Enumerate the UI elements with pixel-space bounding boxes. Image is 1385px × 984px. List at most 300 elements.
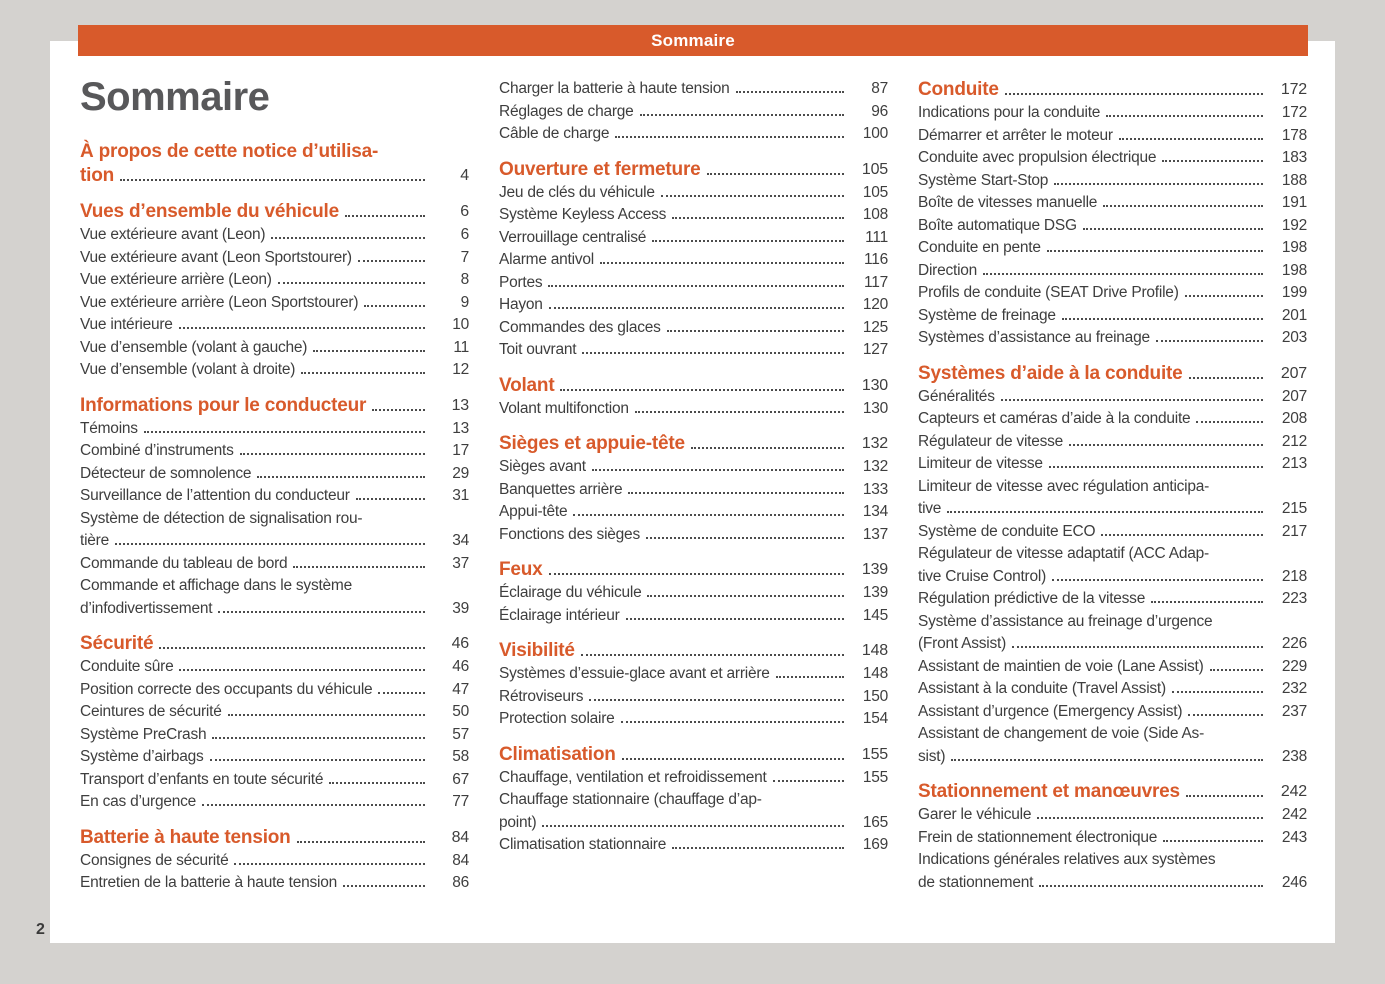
toc-page-number: 57 <box>452 725 469 743</box>
toc-entry <box>80 656 469 679</box>
dot-leader <box>652 227 844 242</box>
toc-entry <box>80 224 469 247</box>
dot-leader <box>372 394 425 411</box>
dot-leader <box>120 164 425 181</box>
toc-entry-label: Protection solaire <box>499 710 615 727</box>
toc-entry <box>918 611 1307 634</box>
toc-entry-label: Vue intérieure <box>80 316 173 333</box>
toc-entry <box>918 431 1307 454</box>
dot-leader <box>647 582 844 597</box>
dot-leader <box>691 432 844 449</box>
toc-entry <box>918 125 1307 148</box>
dot-leader <box>549 558 844 575</box>
toc-entry <box>80 553 469 576</box>
toc-page-number: 130 <box>861 376 888 394</box>
toc-entry <box>80 872 469 895</box>
toc-entry <box>80 508 469 531</box>
toc-page-number: 96 <box>871 102 888 120</box>
toc-entry-label: Banquettes arrière <box>499 480 623 498</box>
toc-entry-label: point) <box>499 813 537 831</box>
dot-leader <box>1162 147 1263 162</box>
toc-page-number: 4 <box>460 167 469 184</box>
toc-entry <box>80 418 469 441</box>
toc-entry <box>918 327 1307 350</box>
toc-entry <box>499 123 888 146</box>
toc-section-heading-label: Visibilité <box>499 640 575 661</box>
toc-page-number: 191 <box>1281 194 1307 211</box>
toc-page-number: 6 <box>460 203 469 220</box>
toc-entry <box>499 767 888 790</box>
dot-leader <box>1062 305 1263 320</box>
toc-entry <box>918 260 1307 283</box>
toc-entry-label: Système d’airbags <box>80 748 204 765</box>
dot-leader <box>560 374 844 391</box>
toc-entry-continuation <box>80 598 469 621</box>
toc-entry <box>499 686 888 709</box>
toc-entry-label: Entretien de la batterie à haute tension <box>80 874 337 891</box>
dot-leader <box>240 440 425 455</box>
toc-page-number: 31 <box>452 487 469 504</box>
toc-entry-label: Indications pour la conduite <box>918 104 1101 121</box>
toc-entry-label: Conduite avec propulsion électrique <box>918 149 1157 166</box>
toc-page-number: 215 <box>1281 500 1307 517</box>
toc-entry <box>499 501 888 524</box>
toc-entry <box>499 398 888 421</box>
toc-entry-label: Commande du tableau de bord <box>80 554 288 572</box>
dot-leader <box>983 260 1263 275</box>
toc-entry <box>918 305 1307 328</box>
toc-entry <box>80 724 469 747</box>
toc-entry <box>80 359 469 382</box>
toc-page-number: 207 <box>1280 364 1307 382</box>
toc-page-number: 207 <box>1281 387 1307 405</box>
dot-leader <box>1005 78 1263 95</box>
toc-entry-label: Surveillance de l’attention du conducteur <box>80 487 350 504</box>
toc-entry-label: Démarrer et arrêter le moteur <box>918 126 1113 144</box>
dot-leader <box>628 479 844 494</box>
toc-entry <box>499 456 888 479</box>
toc-page-number: 172 <box>1280 81 1307 98</box>
toc-entry-label: Câble de charge <box>499 125 610 142</box>
toc-page-number: 132 <box>861 435 888 452</box>
toc-entry-label: Vue extérieure arrière (Leon Sportstourer) <box>80 293 359 311</box>
toc-entry <box>918 723 1307 746</box>
toc-section-heading <box>918 78 1307 102</box>
toc-entry <box>499 182 888 205</box>
toc-entry-label: Vue d’ensemble (volant à droite) <box>80 361 296 378</box>
toc-entry-label: Boîte automatique DSG <box>918 216 1077 234</box>
toc-entry-label: Indications générales relatives aux systèmes <box>918 851 1216 868</box>
dot-leader <box>1186 780 1263 797</box>
toc-entry <box>499 663 888 686</box>
dot-leader <box>1039 872 1263 887</box>
dot-leader <box>313 337 425 352</box>
toc-entry-label: Système de freinage <box>918 306 1056 324</box>
toc-columns <box>80 75 1307 895</box>
toc-page-number: 117 <box>863 273 888 291</box>
dot-leader <box>635 398 844 413</box>
toc-page-number: 145 <box>862 606 888 624</box>
toc-entry <box>918 521 1307 544</box>
toc-entry-label: Système d’assistance au freinage d’urgence <box>918 612 1213 630</box>
toc-page-number: 148 <box>862 665 888 682</box>
toc-page-number: 208 <box>1281 410 1307 427</box>
toc-entry-label: Régulateur de vitesse adaptatif (ACC Adap- <box>918 545 1209 562</box>
toc-entry-label: Assistant de maintien de voie (Lane Assist) <box>918 657 1204 675</box>
toc-page-number: 246 <box>1281 873 1307 891</box>
toc-section-heading-label: Vues d’ensemble du véhicule <box>80 201 339 222</box>
dot-leader <box>615 123 844 138</box>
dot-leader <box>672 834 844 849</box>
toc-page-number: 237 <box>1281 702 1307 720</box>
dot-leader <box>144 418 425 433</box>
toc-entry-label: Climatisation stationnaire <box>499 836 667 853</box>
dot-leader <box>1172 678 1263 693</box>
toc-page-number: 108 <box>862 206 888 223</box>
toc-page-number: 223 <box>1281 590 1307 607</box>
toc-entry-label: Système Start-Stop <box>918 171 1049 189</box>
toc-page-number: 34 <box>452 532 469 549</box>
dot-leader <box>159 632 425 649</box>
toc-entry-label: Chauffage, ventilation et refroidissement <box>499 768 767 786</box>
toc-entry <box>918 849 1307 872</box>
toc-entry <box>499 708 888 731</box>
toc-entry <box>918 192 1307 215</box>
toc-page-number: 199 <box>1281 284 1307 301</box>
toc-entry <box>499 834 888 857</box>
toc-page-number: 86 <box>452 874 469 891</box>
toc-entry-label: Éclairage du véhicule <box>499 584 642 601</box>
toc-entry <box>918 237 1307 260</box>
toc-entry <box>499 227 888 250</box>
toc-page-number: 47 <box>452 680 469 698</box>
toc-section-heading-label: Feux <box>499 559 543 580</box>
toc-section-heading <box>499 743 888 767</box>
toc-column-1 <box>80 75 469 895</box>
toc-entry <box>80 791 469 814</box>
toc-entry-label: tive Cruise Control) <box>918 567 1047 585</box>
toc-page-number: 100 <box>862 125 888 142</box>
dot-leader <box>278 269 425 284</box>
dot-leader <box>581 639 844 656</box>
dot-leader <box>548 272 844 287</box>
footer-page-number: 2 <box>36 921 45 938</box>
toc-entry <box>918 476 1307 499</box>
toc-section-heading-label: Systèmes d’aide à la conduite <box>918 362 1183 384</box>
dot-leader <box>622 743 844 760</box>
toc-entry-label: Régulateur de vitesse <box>918 432 1064 450</box>
toc-page-number: 17 <box>452 442 469 459</box>
toc-entry <box>918 453 1307 476</box>
toc-entry-label: Assistant de changement de voie (Side As- <box>918 725 1204 742</box>
toc-page-number: 127 <box>862 341 888 358</box>
dot-leader <box>1101 521 1263 536</box>
toc-page-number: 46 <box>451 635 469 652</box>
header-bar <box>78 25 1308 56</box>
toc-entry-label: Système de conduite ECO <box>918 522 1096 540</box>
dot-leader <box>549 294 844 309</box>
toc-page-number: 46 <box>452 658 469 675</box>
toc-entry-label: Transport d’enfants en toute sécurité <box>80 770 324 788</box>
toc-entry <box>918 701 1307 724</box>
toc-page-number: 226 <box>1281 635 1307 652</box>
toc-entry-label: En cas d’urgence <box>80 793 197 810</box>
dot-leader <box>329 769 425 784</box>
toc-entry-label: Éclairage intérieur <box>499 606 620 624</box>
dot-leader <box>202 791 425 806</box>
dot-leader <box>210 746 425 761</box>
toc-page-number: 165 <box>862 813 888 831</box>
dot-leader <box>1106 102 1263 117</box>
dot-leader <box>1119 125 1263 140</box>
dot-leader <box>1054 170 1263 185</box>
dot-leader <box>1188 701 1263 716</box>
toc-page-number: 29 <box>452 464 469 482</box>
toc-entry-label: tive <box>918 500 942 517</box>
dot-leader <box>646 524 844 539</box>
dot-leader <box>1196 408 1263 423</box>
toc-entry <box>499 78 888 101</box>
dot-leader <box>1052 566 1263 581</box>
toc-page-number: 242 <box>1280 783 1307 800</box>
toc-entry-label: Système PreCrash <box>80 725 207 743</box>
toc-section-heading-continuation <box>80 164 469 188</box>
dot-leader <box>228 701 425 716</box>
dot-leader <box>293 553 425 568</box>
toc-page-number: 37 <box>452 554 469 572</box>
toc-entry <box>918 678 1307 701</box>
toc-entry-label: Assistant d’urgence (Emergency Assist) <box>918 702 1183 720</box>
toc-entry-label: Système Keyless Access <box>499 206 667 223</box>
toc-entry-label: de stationnement <box>918 873 1034 891</box>
toc-page-number: 134 <box>862 503 888 520</box>
toc-page-number: 192 <box>1281 216 1307 234</box>
toc-page-number: 238 <box>1281 747 1307 765</box>
toc-entry-label: Commandes des glaces <box>499 318 661 336</box>
dot-leader <box>707 158 844 175</box>
toc-page-number: 150 <box>862 687 888 705</box>
dot-leader <box>1037 804 1263 819</box>
toc-section-heading <box>499 158 888 182</box>
toc-entry-label: Capteurs et caméras d’aide à la conduite <box>918 410 1191 427</box>
dot-leader <box>1049 453 1263 468</box>
toc-entry <box>499 249 888 272</box>
toc-entry-label: Limiteur de vitesse avec régulation anticipa- <box>918 477 1210 495</box>
dot-leader <box>776 663 844 678</box>
toc-page-number: 133 <box>862 480 888 498</box>
toc-entry <box>80 269 469 292</box>
dot-leader <box>621 708 844 723</box>
toc-page-number: 84 <box>452 851 469 869</box>
toc-entry-label: Systèmes d’assistance au freinage <box>918 329 1150 346</box>
toc-entry-label: Consignes de sécurité <box>80 851 229 869</box>
toc-entry-label: Assistant à la conduite (Travel Assist) <box>918 680 1166 697</box>
toc-entry-label: Chauffage stationnaire (chauffage d’ap- <box>499 791 762 808</box>
toc-entry-label: Vue d’ensemble (volant à gauche) <box>80 338 308 356</box>
toc-entry-label: Ceintures de sécurité <box>80 703 222 720</box>
toc-page-number: 154 <box>862 710 888 727</box>
toc-entry-label: Généralités <box>918 387 995 405</box>
toc-entry <box>499 317 888 340</box>
toc-entry-label: Boîte de vitesses manuelle <box>918 194 1098 211</box>
toc-entry-continuation <box>499 812 888 835</box>
dot-leader <box>573 501 844 516</box>
toc-entry-label: Direction <box>918 261 978 279</box>
toc-column-3 <box>918 78 1307 895</box>
toc-entry <box>80 850 469 873</box>
toc-page-number: 10 <box>452 316 469 333</box>
toc-entry <box>918 386 1307 409</box>
toc-entry-label: Vue extérieure avant (Leon) <box>80 226 266 243</box>
dot-leader <box>179 656 425 671</box>
toc-section-heading-label: Climatisation <box>499 743 616 765</box>
toc-entry <box>80 440 469 463</box>
toc-entry <box>499 101 888 124</box>
toc-entry-label: Alarme antivol <box>499 251 594 268</box>
toc-entry-continuation <box>80 530 469 553</box>
dot-leader <box>600 249 844 264</box>
toc-entry-label: Frein de stationnement électronique <box>918 828 1158 846</box>
toc-page-number: 50 <box>452 703 469 720</box>
dot-leader <box>378 679 425 694</box>
toc-entry-label: Appui-tête <box>499 503 568 520</box>
dot-leader <box>234 850 425 865</box>
dot-leader <box>582 339 844 354</box>
toc-page-number: 58 <box>452 748 469 765</box>
dot-leader <box>115 530 425 545</box>
toc-entry-label: Verrouillage centralisé <box>499 228 647 246</box>
toc-entry <box>918 588 1307 611</box>
toc-page-number: 198 <box>1281 239 1307 256</box>
toc-entry-label: Toit ouvrant <box>499 341 577 358</box>
toc-section-heading <box>80 140 469 164</box>
toc-entry-label: d’infodivertissement <box>80 599 213 617</box>
dot-leader <box>626 605 844 620</box>
toc-section-heading-label: Ouverture et fermeture <box>499 158 701 180</box>
toc-section-heading-label: Batterie à haute tension <box>80 826 291 848</box>
dot-leader <box>542 812 844 827</box>
header-bar-title: Sommaire <box>651 30 735 50</box>
toc-entry <box>80 769 469 792</box>
toc-entry <box>918 147 1307 170</box>
toc-page-number: 169 <box>862 836 888 853</box>
toc-entry-label: Combiné d’instruments <box>80 442 234 459</box>
toc-page-number: 7 <box>460 248 469 266</box>
toc-page-number: 13 <box>452 419 469 437</box>
toc-entry-label: Hayon <box>499 296 543 313</box>
dot-leader <box>736 78 844 93</box>
toc-section-heading <box>499 558 888 582</box>
dot-leader <box>218 598 425 613</box>
toc-section-heading <box>499 639 888 663</box>
toc-section-heading <box>80 394 469 418</box>
toc-entry-label: Réglages de charge <box>499 102 634 120</box>
toc-page-number: 148 <box>861 642 888 659</box>
toc-page-number: 203 <box>1281 329 1307 346</box>
toc-section-heading-label: Sécurité <box>80 633 154 654</box>
toc-section-heading <box>499 374 888 398</box>
toc-column-2 <box>499 78 888 895</box>
toc-page-number: 39 <box>452 599 469 617</box>
toc-page-number: 130 <box>862 399 888 417</box>
toc-entry <box>499 582 888 605</box>
dot-leader <box>297 826 425 843</box>
toc-entry <box>918 656 1307 679</box>
toc-entry <box>80 679 469 702</box>
toc-entry <box>80 247 469 270</box>
dot-leader <box>179 314 425 329</box>
toc-entry <box>918 215 1307 238</box>
toc-page-number: 105 <box>862 183 888 201</box>
dot-leader <box>1210 656 1263 671</box>
toc-entry-continuation <box>918 566 1307 589</box>
toc-page-number: 116 <box>863 251 888 268</box>
toc-entry-label: Système de détection de signalisation rou- <box>80 509 363 527</box>
toc-entry <box>918 170 1307 193</box>
toc-page-number: 155 <box>862 768 888 786</box>
toc-entry <box>80 463 469 486</box>
toc-entry-label: (Front Assist) <box>918 635 1007 652</box>
dot-leader <box>345 200 425 217</box>
dot-leader <box>1069 431 1263 446</box>
toc-page-number: 201 <box>1281 306 1307 324</box>
toc-entry-label: Position correcte des occupants du véhicule <box>80 680 373 698</box>
toc-section-heading-label: Volant <box>499 374 555 396</box>
toc-page-number: 213 <box>1281 455 1307 472</box>
dot-leader <box>1083 215 1263 230</box>
toc-page-number: 8 <box>460 271 469 288</box>
toc-page-number: 125 <box>862 318 888 336</box>
dot-leader <box>271 224 425 239</box>
dot-leader <box>1047 237 1263 252</box>
dot-leader <box>358 247 425 262</box>
toc-page-number: 12 <box>452 361 469 378</box>
toc-page-number: 155 <box>861 745 888 763</box>
toc-page-number: 87 <box>871 80 888 97</box>
toc-entry-continuation <box>918 633 1307 656</box>
dot-leader <box>1151 588 1263 603</box>
toc-page-number: 120 <box>862 296 888 313</box>
toc-page-number: 84 <box>451 828 469 846</box>
dot-leader <box>672 204 844 219</box>
toc-entry-label: Rétroviseurs <box>499 687 584 705</box>
toc-entry <box>80 701 469 724</box>
toc-page-number: 229 <box>1281 657 1307 675</box>
toc-entry-label: Régulation prédictive de la vitesse <box>918 590 1146 607</box>
toc-entry <box>918 102 1307 125</box>
toc-page-number: 9 <box>460 293 469 311</box>
toc-entry <box>80 485 469 508</box>
toc-page-number: 105 <box>861 160 888 178</box>
dot-leader <box>1012 633 1263 648</box>
toc-page-number: 139 <box>861 561 888 578</box>
toc-page-number: 111 <box>865 228 888 246</box>
toc-entry-label: Limiteur de vitesse <box>918 455 1043 472</box>
toc-entry-label: sist) <box>918 747 946 765</box>
toc-entry <box>499 204 888 227</box>
dot-leader <box>356 485 425 500</box>
toc-page-number: 217 <box>1281 522 1307 540</box>
toc-page-number: 172 <box>1281 104 1307 121</box>
toc-entry-continuation <box>918 498 1307 521</box>
toc-entry <box>918 282 1307 305</box>
toc-entry-label: Profils de conduite (SEAT Drive Profile) <box>918 284 1179 301</box>
toc-entry <box>499 479 888 502</box>
toc-entry-continuation <box>918 746 1307 769</box>
dot-leader <box>947 498 1263 513</box>
toc-entry <box>80 337 469 360</box>
toc-section-heading-label: Stationnement et manœuvres <box>918 781 1180 802</box>
